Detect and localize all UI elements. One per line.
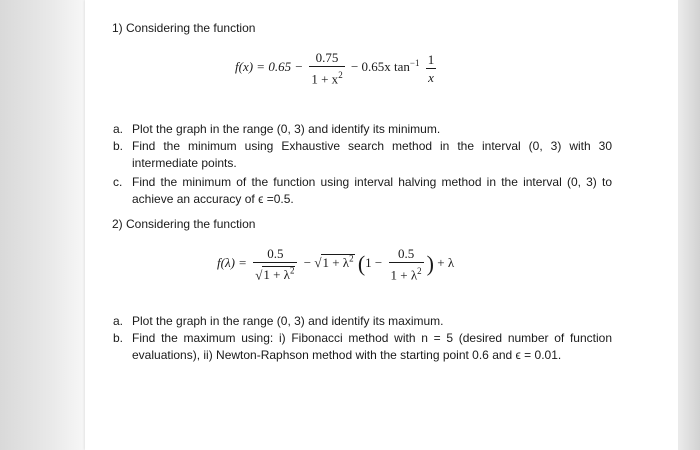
q2-fraction-2 xyxy=(389,246,424,282)
q1-item-a-label: a. xyxy=(113,122,124,136)
q1-item-c-label: c. xyxy=(113,175,123,189)
q1-frac1-denominator: $1 + x^2$ xyxy=(311,70,343,87)
q1-formula xyxy=(235,50,439,86)
q2-paren-open: ( xyxy=(357,251,366,277)
q2-item-b-label: b. xyxy=(113,331,124,345)
q2-heading: 2) Considering the function xyxy=(112,217,256,231)
q1-fraction-2 xyxy=(426,52,437,85)
q2-item-b: Find the maximum using: i) Fibonacci method with n = 5 (desired number of function evaluations), ii) Newton-Raphson method with the starting point 0.6 and ϵ = 0.01. xyxy=(132,331,612,362)
q2-fraction-1 xyxy=(253,246,297,282)
q2-formula xyxy=(217,246,454,282)
q1-frac2-numerator: 1 xyxy=(427,51,435,67)
q1-frac1-numerator: 0.75 xyxy=(309,50,344,67)
q2-root: $√1 + \lambda^2$ xyxy=(314,253,354,271)
q2-formula-lhs: f(λ) = xyxy=(217,255,247,271)
q1-formula-lhs: f(x) = 0.65 − xyxy=(235,59,304,75)
q1-item-b-label: b. xyxy=(113,139,124,153)
q1-heading: 1) Considering the function xyxy=(112,21,256,35)
q1-tan-exponent: −1 xyxy=(409,57,420,68)
q2-item-a-label: a. xyxy=(113,314,124,328)
q2-frac2-denominator: $1 + \lambda^2$ xyxy=(390,266,422,283)
q2-tail: + λ xyxy=(437,255,455,271)
q2-frac2-numerator: 0.5 xyxy=(389,246,424,263)
q2-minus: − xyxy=(303,255,312,271)
left-background xyxy=(0,0,85,450)
q1-item-a: Plot the graph in the range (0, 3) and identify its minimum. xyxy=(132,122,441,136)
right-background xyxy=(678,0,700,450)
q2-one-minus: 1 − xyxy=(365,255,383,271)
q2-frac1-numerator: 0.5 xyxy=(253,246,297,263)
q1-frac2-denominator: x xyxy=(428,69,434,85)
q1-formula-mid: − 0.65x tan xyxy=(350,59,410,75)
q1-fraction-1 xyxy=(309,50,344,86)
q2-paren-close: ) xyxy=(426,251,434,277)
document-page xyxy=(85,0,678,450)
q2-item-a: Plot the graph in the range (0, 3) and identify its maximum. xyxy=(132,314,444,328)
q1-item-c: Find the minimum of the function using interval halving method in the interval (0, 3) to achieve an accuracy of ϵ =0.5. xyxy=(132,175,612,206)
q1-item-b: Find the minimum using Exhaustive search method in the interval (0, 3) with 30 intermediate points. xyxy=(132,139,612,170)
q2-frac1-denominator: $√1 + \lambda^2$ xyxy=(255,266,295,283)
